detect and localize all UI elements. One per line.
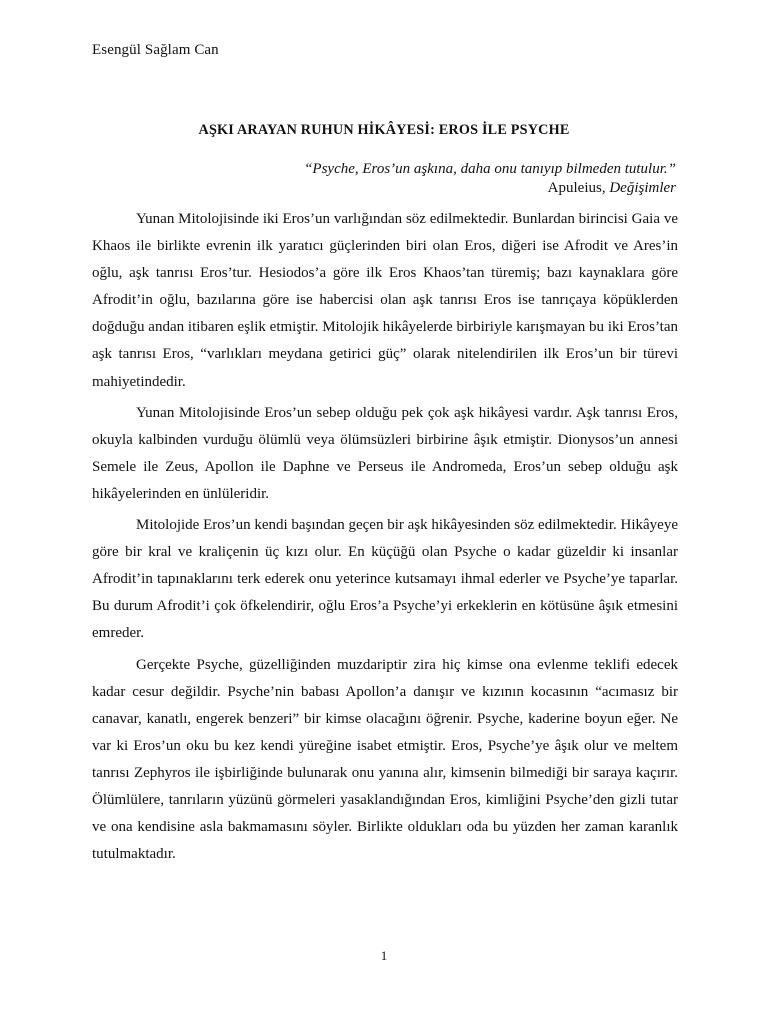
epigraph-source [304, 179, 676, 198]
epigraph-source-author: Apuleius, [547, 180, 610, 196]
paragraph: Gerçekte Psyche, güzelliğinden muzdariptir zira hiç kimse ona evlenme teklifi edecek kadar cesur değildir. Psyche’nin babası Apollon’a danışır ve kızının kocasının “acımasız bir canavar, kanatlı, engerek benzeri” bir kimse olacağını öğrenir. Psyche, kaderine boyun eğer. Ne var ki Eros’un oku bu kez kendi yüreğine isabet etmiştir. Eros, Psyche’ye âşık olur ve meltem tanrısı Zephyros ile işbirliğinde bulunarak onu yanına alır, kimsenin bilmediği bir saraya kaçırır. Ölümlülere, tanrıların yüzünü görmeleri yasaklandığından Eros, kimliğini Psyche’den gizli tutar ve ona kendisine asla bakmamasını söyler. Birlikte oldukları oda bu yüzden her zaman karanlık tutulmaktadır. [92, 656, 678, 863]
paragraph: Yunan Mitolojisinde iki Eros’un varlığından söz edilmektedir. Bunlardan birincisi Gaia ve Khaos ile birlikte evrenin ilk yaratıcı güçlerinden biri olan Eros, diğeri ise Afrodit ve Ares’in oğlu, aşk tanrısı Eros’tur. Hesiodos’a göre ilk Eros Khaos’tan türemiş; bazı kaynaklara göre Afrodit’in oğlu, bazılarına göre ise habercisi olan aşk tanrısı Eros ise tanrıçaya köpüklerden doğduğu andan itibaren eşlik etmiştir. Mitolojik hikâyelerde birbiriyle karışmayan bu iki Eros’tan aşk tanrısı Eros, “varlıkları meydana getirici güç” olarak nitelendirilen ilk Eros’un bir türevi mahiyetindedir. [92, 211, 678, 390]
body-text [92, 206, 678, 872]
epigraph-quote: “Psyche, Eros’un aşkına, daha onu tanıyıp bilmeden tutulur.” [304, 161, 676, 177]
document-title: AŞKI ARAYAN RUHUN HİKÂYESİ: EROS İLE PSYCHE [198, 122, 570, 138]
paragraph: Mitolojide Eros’un kendi başından geçen bir aşk hikâyesinden söz edilmektedir. Hikâyeye göre bir kral ve kraliçenin üç kızı olur. En küçüğü olan Psyche o kadar güzeldir ki insanlar Afrodit’in tapınaklarını terk ederek onu yeterince kutsamayı ihmal ederler ve Psyche’ye taparlar. Bu durum Afrodit’i çok öfkelendirir, oğlu Eros’a Psyche’yi erkeklerin en kötüsüne âşık etmesini emreder. [92, 517, 678, 642]
epigraph [304, 160, 676, 198]
page-number: 1 [380, 948, 388, 963]
page-header-author: Esengül Sağlam Can [92, 42, 219, 58]
epigraph-source-work: Değişimler [609, 180, 676, 196]
paragraph: Yunan Mitolojisinde Eros’un sebep olduğu pek çok aşk hikâyesi vardır. Aşk tanrısı Eros, okuyla kalbinden vurduğu ölümlü veya ölümsüzleri birbirine âşık etmiştir. Dionysos’un annesi Semele ile Zeus, Apollon ile Daphne ve Perseus ile Andromeda, Eros’un sebep olduğu aşk hikâyelerinden en ünlüleridir. [92, 404, 678, 502]
